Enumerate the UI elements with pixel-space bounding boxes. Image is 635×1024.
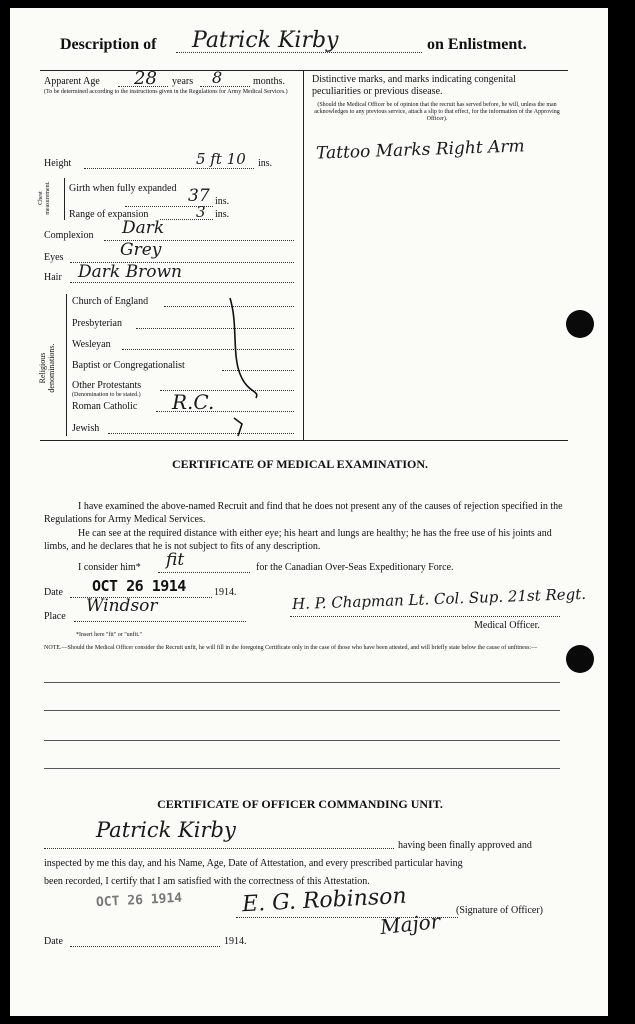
place-value: Windsor [86, 596, 158, 616]
religion-tick-path [234, 418, 242, 436]
age-years-line [118, 86, 168, 87]
header-suffix: on Enlistment. [427, 36, 527, 53]
officer-line [290, 616, 560, 617]
age-months-line [200, 86, 250, 87]
insert-note: *Insert here "fit" or "unfit." [76, 632, 142, 638]
unfitness-line-4 [44, 768, 560, 769]
age-years: 28 [134, 68, 157, 89]
religion-bracket [66, 294, 67, 436]
hair-value: Dark Brown [78, 262, 182, 282]
religion-line-7 [108, 433, 294, 434]
medical-paragraph-2: He can see at the required distance with either eye; his heart and lungs are healthy; he has the free use of his joints and limbs, and he declares that he is not subject to fits of any description. [44, 528, 552, 552]
box-top-rule [40, 70, 568, 71]
commanding-line-2: inspected by me this day, and his Name, Age, Date of Attestation, and every prescribed particular having [44, 858, 463, 869]
religion-stroke-path [230, 298, 257, 398]
commanding-name-line [44, 848, 394, 849]
complexion-value: Dark [122, 218, 165, 238]
punch-hole [566, 310, 594, 338]
chest-side-label [36, 182, 72, 218]
commanding-signature: E. G. Robinson [241, 883, 408, 918]
months-label: months. [253, 76, 285, 87]
consider-suffix: for the Canadian Over-Seas Expeditionary Force. [256, 562, 454, 573]
religion-baptist: Baptist or Congregationalist [72, 360, 185, 371]
religion-side-label [38, 330, 68, 410]
officer-label: Medical Officer. [474, 620, 540, 631]
religion-side-text: Religious denominations. [38, 343, 56, 393]
punch-hole [566, 645, 594, 673]
eyes-value: Grey [120, 240, 162, 260]
commanding-stamp: OCT 26 1914 [95, 890, 183, 911]
range-value: 3 [196, 203, 206, 221]
age-label: Apparent Age [44, 76, 100, 87]
unfitness-line-1 [44, 682, 560, 683]
unfitness-line-2 [44, 710, 560, 711]
religion-wesleyan: Wesleyan [72, 339, 111, 350]
religion-line-2 [136, 328, 294, 329]
chest-bracket [64, 178, 65, 220]
age-note: (To be determined according to the instructions given in the Regulations for Army Medical Services.) [44, 89, 288, 95]
religion-bracket-stroke [226, 294, 266, 444]
girth-value: 37 [188, 186, 210, 206]
height-label: Height [44, 158, 72, 169]
box-bottom-rule [40, 440, 568, 441]
years-label: years [172, 76, 194, 87]
age-months: 8 [212, 68, 223, 87]
complexion-label: Complexion [44, 230, 94, 241]
note-text: —Should the Medical Officer consider the Recruit unfit, he will fill in the foregoing Certificate only in the case of those who have been attested, and will briefly state below the cause of unfitness:— [61, 645, 538, 651]
box-divider [303, 70, 304, 440]
marks-note: (Should the Medical Officer be of opinion that the recruit has served before, he will, unless the man acknowledges to any previous service, attach a slip to that effect, for the information of the Approving Officer). [314, 102, 560, 122]
header-name: Patrick Kirby [192, 28, 339, 53]
range-unit: ins. [215, 209, 230, 220]
fit-line [158, 572, 250, 573]
place-line [74, 621, 246, 622]
fit-value: fit [166, 550, 185, 570]
range-label: Range of expansion [69, 209, 149, 220]
religion-roman-catholic: Roman Catholic [72, 401, 138, 412]
commanding-rank: Major [378, 908, 442, 940]
place-label: Place [44, 611, 66, 622]
commanding-date-label: Date [44, 936, 63, 947]
eyes-label: Eyes [44, 252, 64, 263]
height-unit: ins. [258, 158, 273, 169]
hair-label: Hair [44, 272, 62, 283]
date-label: Date [44, 587, 63, 598]
approved-text: having been finally approved and [398, 840, 532, 851]
medical-title: CERTIFICATE OF MEDICAL EXAMINATION. [171, 457, 429, 471]
commanding-date-line [70, 946, 220, 947]
hair-line [70, 282, 294, 283]
denomination-note: (Denomination to be stated.) [72, 392, 141, 398]
commanding-title: CERTIFICATE OF OFFICER COMMANDING UNIT. [157, 797, 443, 811]
height-line [84, 168, 254, 169]
officer-signature: H. P. Chapman Lt. Col. Sup. 21st Regt. [291, 584, 587, 614]
chest-side-text: Chest measurement. [38, 181, 51, 215]
commanding-name-value: Patrick Kirby [96, 818, 236, 842]
religion-line-3 [122, 349, 294, 350]
marks-value: Tattoo Marks Right Arm [315, 136, 525, 164]
note-paragraph [44, 645, 564, 652]
signature-label: (Signature of Officer) [456, 905, 544, 916]
date-year: 1914. [214, 587, 237, 598]
medical-paragraph-1: I have examined the above-named Recruit and find that he does not present any of the causes of rejection specified in the Regulations for Army Medical Services. [44, 501, 563, 525]
religion-other-protestants: Other Protestants [72, 380, 142, 391]
religion-church-of-england: Church of England [72, 296, 149, 307]
marks-title: Distinctive marks, and marks indicating congenital peculiarities or previous disease. [312, 74, 516, 97]
religion-presbyterian: Presbyterian [72, 318, 122, 329]
unfitness-line-3 [44, 740, 560, 741]
girth-label: Girth when fully expanded [69, 183, 177, 194]
height-value: 5 ft 10 [196, 150, 246, 168]
header-name-line [176, 52, 422, 53]
header-prefix: Description of [60, 36, 157, 53]
religion-value: R.C. [172, 390, 215, 414]
girth-unit: ins. [215, 196, 230, 207]
commanding-line-3: been recorded, I certify that I am satisfied with the correctness of this Attestation. [44, 876, 370, 887]
commanding-date-year: 1914. [224, 936, 247, 947]
note-prefix: NOTE. [44, 645, 62, 651]
date-stamp: OCT 26 1914 [92, 577, 186, 595]
religion-jewish: Jewish [72, 423, 100, 434]
consider-prefix: I consider him* [78, 562, 141, 573]
